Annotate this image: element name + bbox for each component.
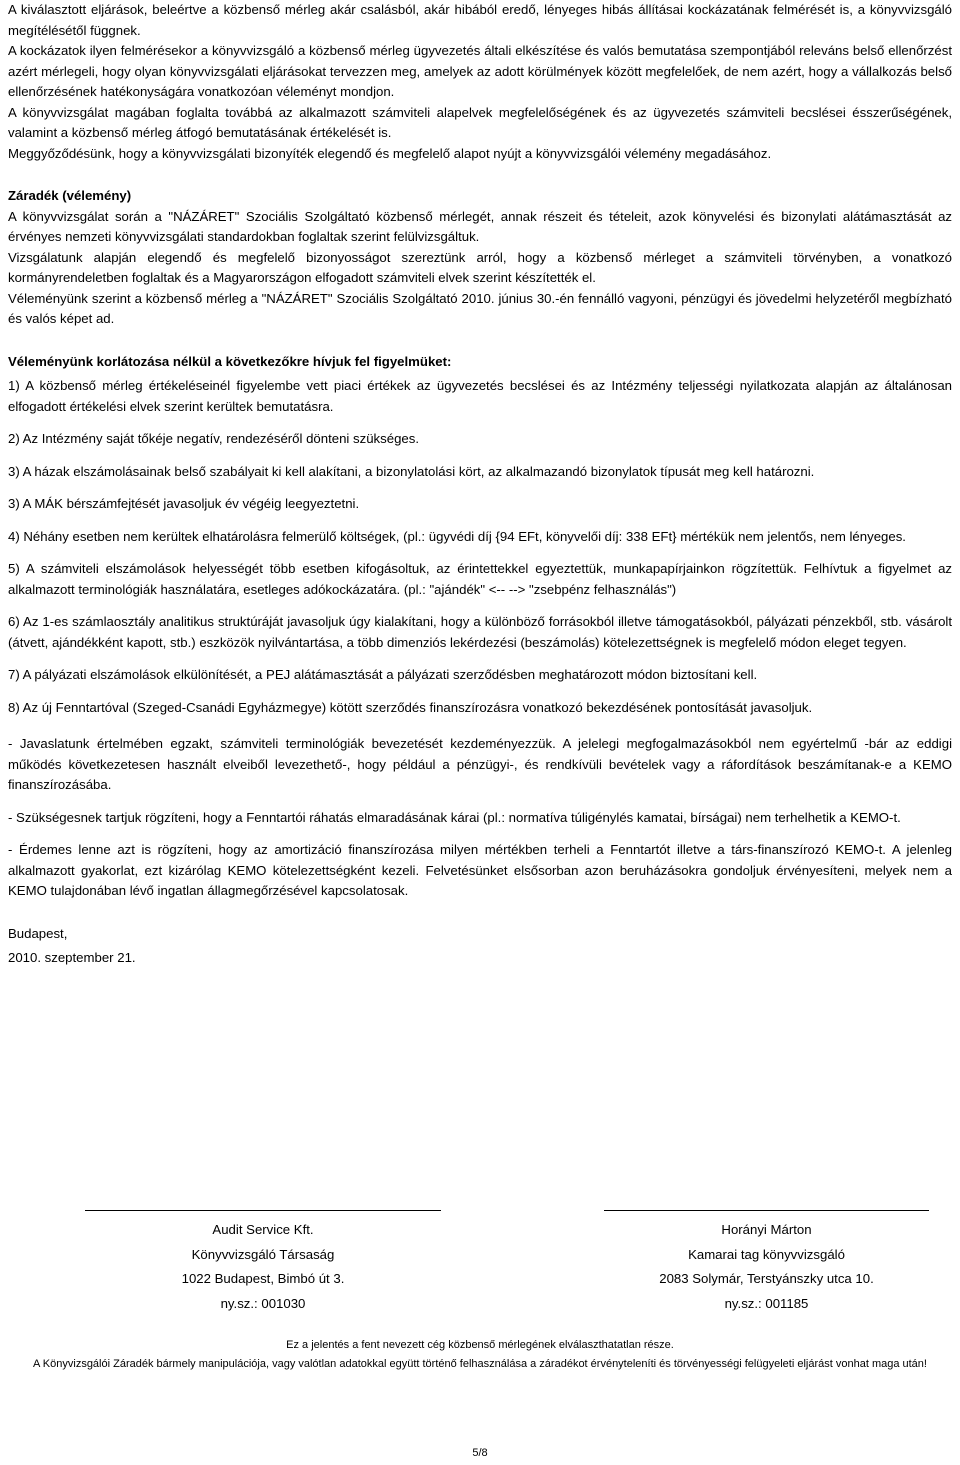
right-signature-regnum: ny.sz.: 001185 (724, 1295, 809, 1311)
footer-note: Ez a jelentés a fent nevezett cég közbenső mérlegének elválaszthatatlan része. (286, 1339, 674, 1351)
right-signature-name: Horányi Márton (721, 1222, 812, 1237)
left-signature-title: Könyvvizsgáló Társaság (191, 1246, 335, 1262)
remark-item: 3) A házak elszámolásainak belső szabályait ki kell alakítani, a bizonylatolási kört, az alkalmazandó bizonylatok típusát meg kell határozni. (8, 463, 815, 479)
left-signature-line (85, 1210, 441, 1211)
intro-paragraph-3: A könyvvizsgálat magában foglalta továbbá az alkalmazott számviteli alapelvek megfelelőségének és az ügyvezetés számviteli becslései ésszerűségének, valamint a közbenső mérleg átfogó bemutatásának értékelését is. (8, 104, 952, 140)
page-number: 5/8 (472, 1447, 488, 1459)
left-signature-name: Audit Service Kft. (212, 1222, 314, 1237)
remark-item: 4) Néhány esetben nem kerültek elhatárolásra felmerülő költségek, (pl.: ügyvédi díj {94 EFt, könyvelői díj: 338 EFt} mértékük nem jelentős, nem lényeges. (8, 528, 906, 544)
right-signature-title: Kamarai tag könyvvizsgáló (688, 1246, 845, 1262)
remark-item: - Javaslatunk értelmében egzakt, számviteli terminológiák bevezetését kezdeményezzük. A jelelegi megfogalmazásokból nem egyértelmű -bár az eddigi működés következetesen használt elveiből levezethető-, hogy például a pénzügyi-, és rendkívüli bevételek vagy a ráfordítások beszámítanak-e a KEMO finanszírozásába. (8, 736, 952, 792)
spacer (8, 330, 952, 352)
left-signature-address: 1022 Budapest, Bimbó út 3. (181, 1271, 345, 1286)
opinion-paragraph-1: A könyvvizsgálat során a "NÁZÁRET" Szociális Szolgáltató közbenső mérlegét, annak részeit és tételeit, azok könyvelési és bizonylati alátámasztását az érvényes nemzeti könyvvizsgálati standardokban foglaltak szerint felülvizsgáltuk. (8, 208, 952, 244)
remarks-heading: Véleményünk korlátozása nélkül a következőkre hívjuk fel figyelmüket: (8, 353, 452, 369)
left-signature-block (85, 1218, 441, 1316)
opinion-paragraph-2: Vizsgálatunk alapján elegendő és megfelelő bizonyosságot szereztünk arról, hogy a közbenső mérleget a számviteli törvényben, a vonatkozó kormányrendeletben foglaltak és a Magyarországon elfogadott számviteli elvek szerint készítették el. (8, 249, 952, 285)
remark-item: 8) Az új Fenntartóval (Szeged-Csanádi Egyházmegye) kötött szerződés finanszírozásra vonatkozó bekezdésének pontosítását javasoljuk. (8, 699, 813, 715)
remark-item: 7) A pályázati elszámolások elkülönítését, a PEJ alátámasztását a pályázati szerződésben meghatározott módon biztosítani kell. (8, 667, 758, 682)
date: 2010. szeptember 21. (8, 950, 136, 965)
place: Budapest, (8, 925, 68, 941)
right-signature-line (604, 1210, 929, 1211)
remark-item: 5) A számviteli elszámolások helyességét több esetben kifogásoltuk, az érintettekkel egyeztettük, munkapapírjainkon rögzítettük. Felhívtuk a figyelmet az alkalmazott terminológiák használatára, esetleges adókockázatára. (pl.: "ajándék" <-- --> "zsebpénz felhasználás") (8, 561, 952, 597)
signature-row (0, 1210, 960, 1310)
remark-item: 6) Az 1-es számlaosztály analitikus struktúráját javasoljuk úgy kialakítani, hogy a különböző forrásokból illetve támogatásokból, pályázati pénzekből, stb. vásárolt (átvett, ajándékként kapott, stb.) eszközök nyilvántartása, a több dimenziós lekérdezési (beszámolás) kötelezettségnek is megfelelő módon eleget tegyen. (8, 614, 952, 650)
spacer (8, 164, 952, 186)
intro-paragraph-1: A kiválasztott eljárások, beleértve a közbenső mérleg akár csalásból, akár hibából eredő, lényeges hibás állításai kockázatának felmérését is, a könyvvizsgáló megítélésétől függnek. (8, 2, 952, 38)
intro-paragraph-2: A kockázatok ilyen felmérésekor a könyvvizsgáló a közbenső mérleg ügyvezetés általi elkészítése és valós bemutatása szempontjából releváns belső ellenőrzést azért mérlegeli, hogy olyan könyvvizsgálati eljárásokat tervezzen meg, amelyek az adott körülmények között megfelelőek, de nem azért, hogy a vállalkozás belső ellenőrzésének hatékonyságára vonatkozóan véleményt mondjon. (8, 43, 952, 99)
footer-warning: A Könyvizsgálói Záradék bármely manipulációja, vagy valótlan adatokkal együtt történő felhasználása a záradékot érvényteleníti és törvényességi felügyeleti eljárást vonhat maga után! (33, 1358, 927, 1370)
right-signature-address: 2083 Solymár, Terstyánszky utca 10. (659, 1271, 874, 1286)
remark-item: 2) Az Intézmény saját tőkéje negatív, rendezéséről dönteni szükséges. (8, 431, 420, 446)
remark-item: - Szükségesnek tartjuk rögzíteni, hogy a Fenntartói ráhatás elmaradásának kárai (pl.: normatíva túligénylés kamatai, bírságai) nem terhelhetik a KEMO-t. (8, 809, 901, 825)
remark-item: 1) A közbenső mérleg értékeléseinél figyelembe vett piaci értékek az ügyvezetés becslései és az Intézmény teljességi nyilatkozata alapján az általánosan elfogadott értékelési elvek szerint kerültek bemutatásra. (8, 378, 952, 414)
opinion-paragraph-3: Véleményünk szerint a közbenső mérleg a "NÁZÁRET" Szociális Szolgáltató 2010. június 30.-én fennálló vagyoni, pénzügyi és jövedelmi helyzetéről megbízható és valós képet ad. (8, 290, 952, 326)
intro-paragraph-4: Meggyőződésünk, hogy a könyvvizsgálati bizonyíték elegendő és megfelelő alapot nyújt a könyvvizsgálói vélemény megadásához. (8, 145, 772, 161)
right-signature-block (604, 1218, 929, 1316)
remark-item: 3) A MÁK bérszámfejtését javasoljuk év végéig leegyeztetni. (8, 496, 360, 511)
opinion-heading: Záradék (vélemény) (8, 188, 132, 203)
remark-item: - Érdemes lenne azt is rögzíteni, hogy az amortizáció finanszírozása milyen mértékben terheli a Fenntartót illetve a társ-finanszírozó KEMO-t. A jelenleg alkalmazott gyakorlat, ezt kizárólag KEMO kötelezettségként kezeli. Felvetésünket elsősorban azon beruházásokra gondoljuk érvényesíteni, melyek nem a KEMO tulajdonában lévő ingatlan állagmegőrzésével kapcsolatosak. (8, 842, 952, 898)
left-signature-regnum: ny.sz.: 001030 (220, 1295, 306, 1311)
